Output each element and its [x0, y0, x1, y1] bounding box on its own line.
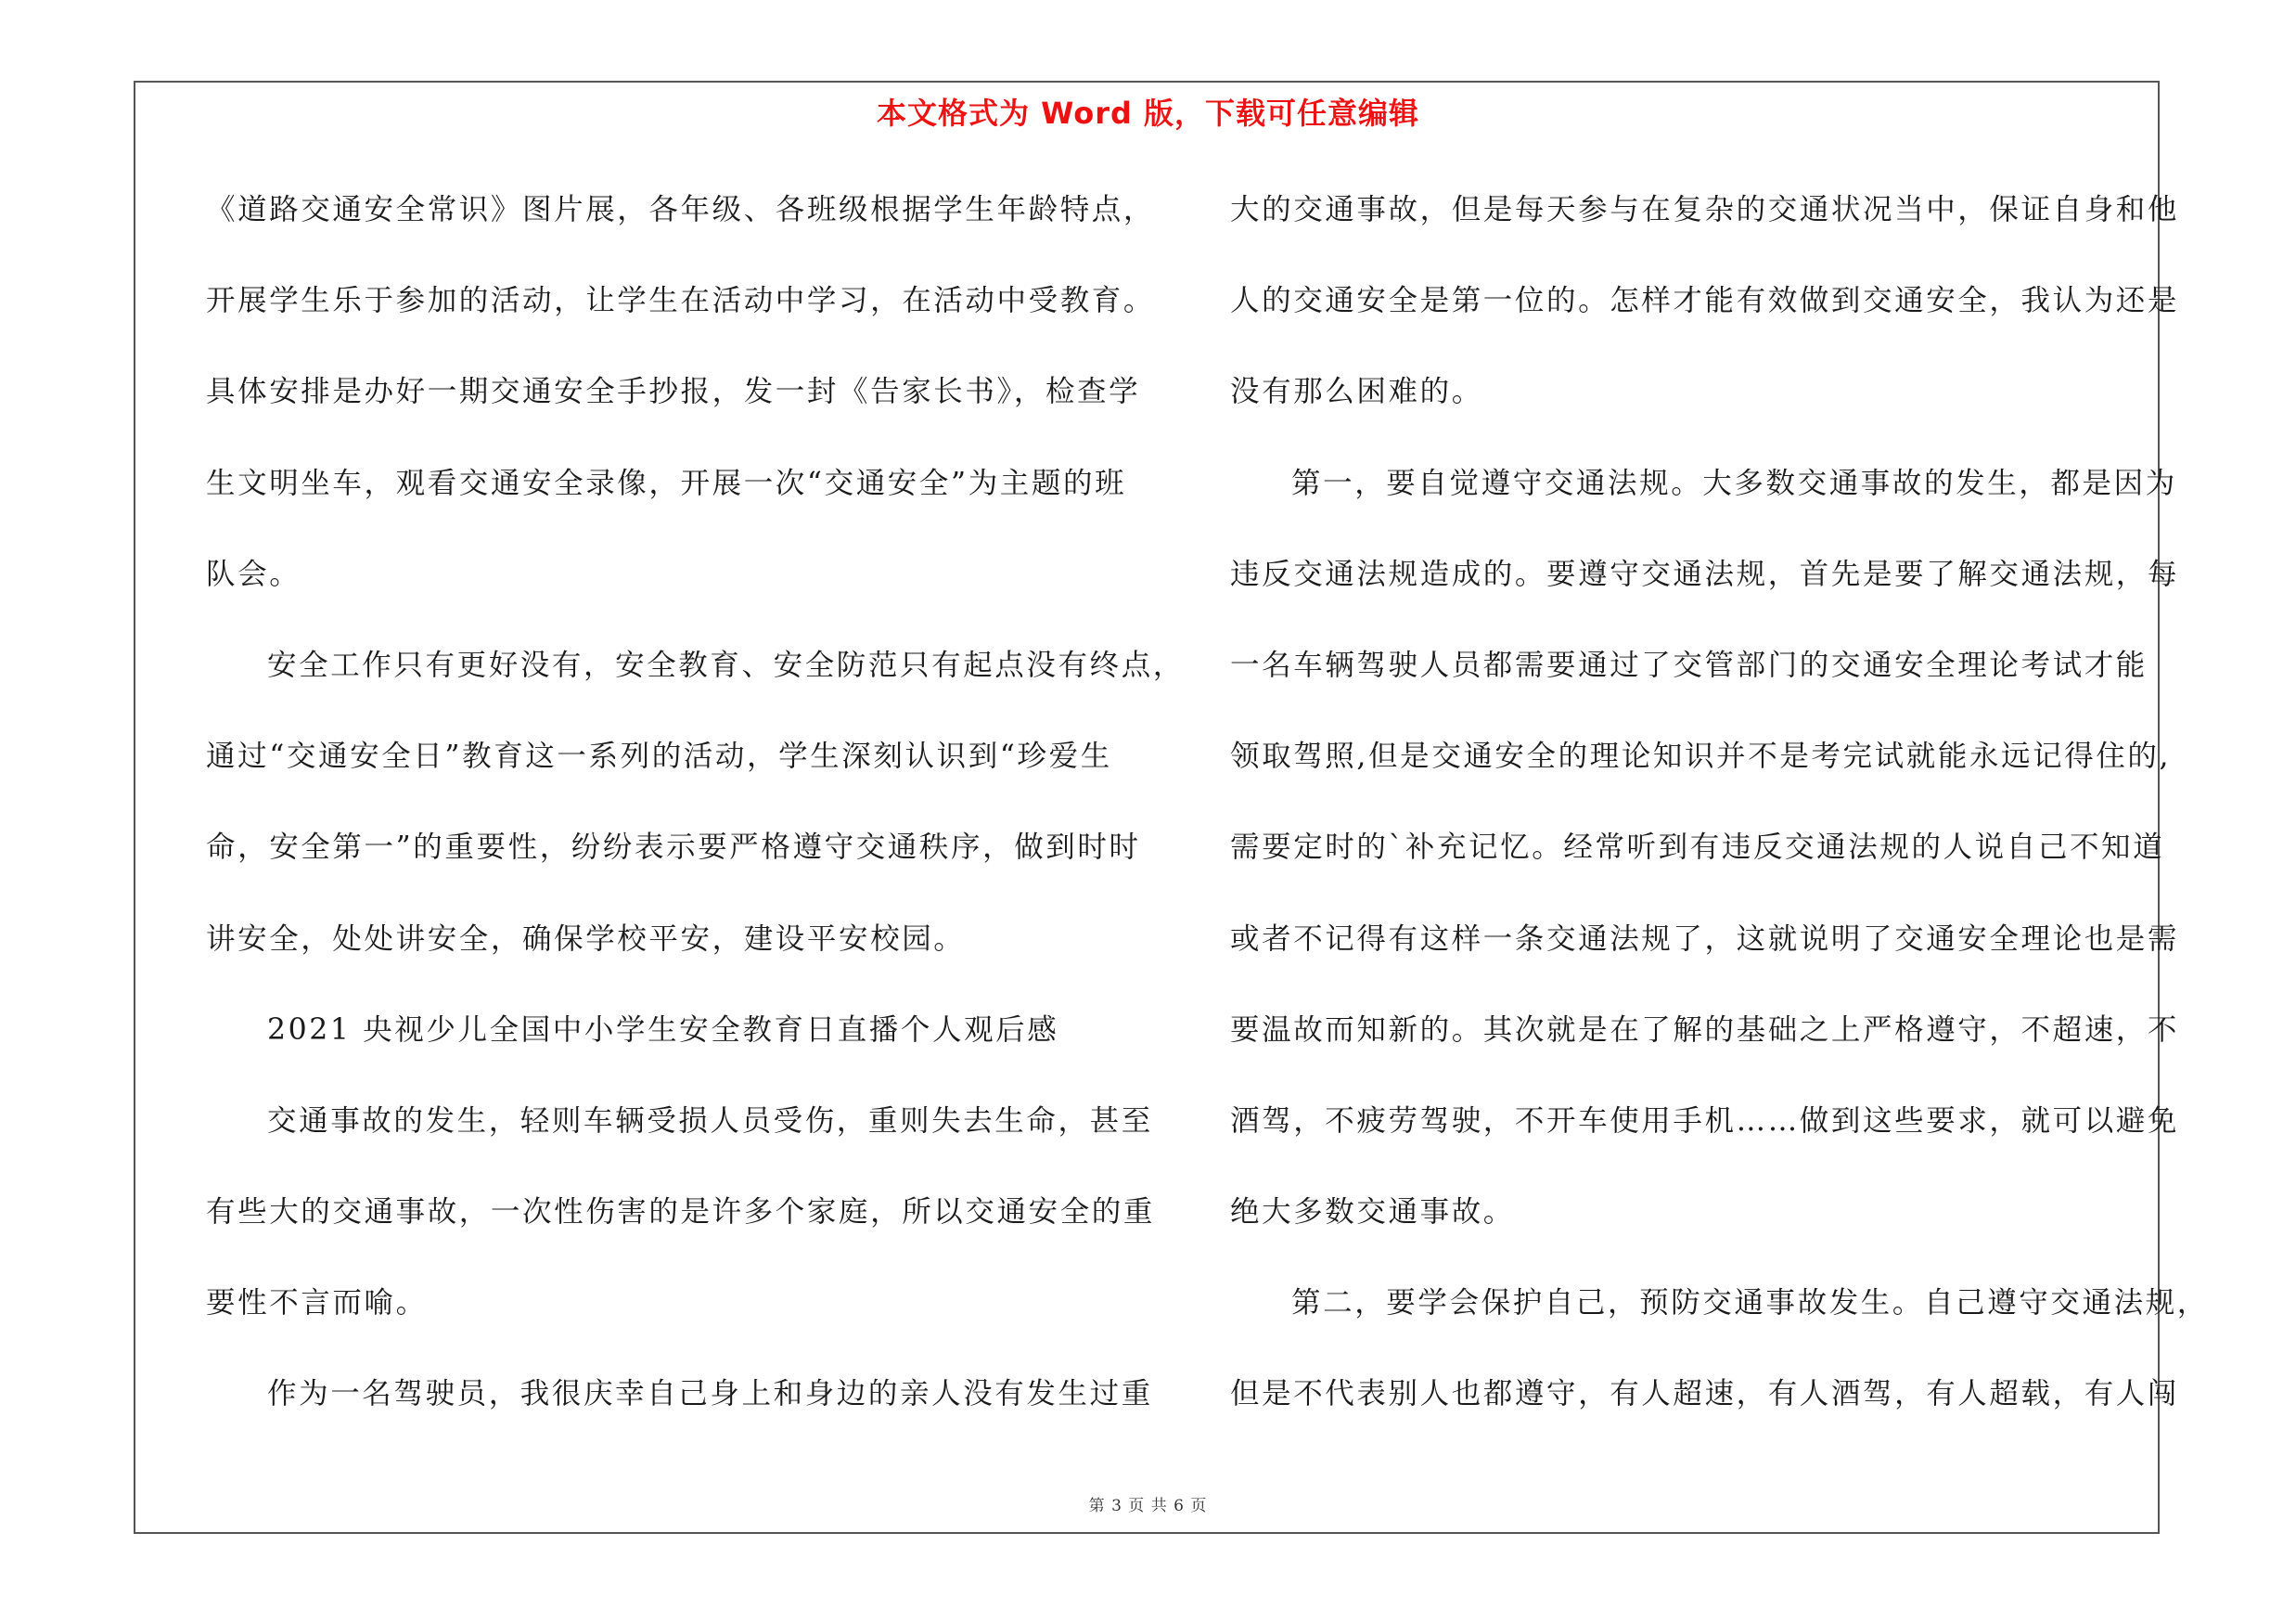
text-line: 安全工作只有更好没有，安全教育、安全防范只有起点没有终点， [267, 648, 1185, 682]
format-banner: 本文格式为 Word 版，下载可任意编辑 [876, 96, 1420, 131]
text-line: 人的交通安全是第一位的。怎样才能有效做到交通安全，我认为还是 [1230, 284, 2180, 318]
text-line: 队会。 [206, 557, 301, 591]
text-line: 具体安排是办好一期交通安全手抄报，发一封《告家长书》，检查学 [206, 375, 1141, 409]
text-line: 有些大的交通事故，一次性伤害的是许多个家庭，所以交通安全的重 [206, 1195, 1156, 1230]
text-line: 违反交通法规造成的。要遵守交通法规，首先是要了解交通法规，每 [1230, 557, 2180, 591]
page-footer: 第 3 页 共 6 页 [1088, 1497, 1208, 1515]
text-line: 一名车辆驾驶人员都需要通过了交管部门的交通安全理论考试才能 [1230, 648, 2148, 682]
text-line: 没有那么困难的。 [1230, 375, 1483, 409]
text-line: 领取驾照,但是交通安全的理论知识并不是考完试就能永远记得住的, [1230, 740, 2172, 774]
text-line: 绝大多数交通事故。 [1230, 1195, 1515, 1230]
text-line: 作为一名驾驶员，我很庆幸自己身上和身边的亲人没有发生过重 [267, 1377, 1153, 1411]
text-line: 第二，要学会保护自己，预防交通事故发生。自己遵守交通法规， [1291, 1286, 2209, 1320]
text-line: 但是不代表别人也都遵守，有人超速，有人酒驾，有人超载，有人闯 [1230, 1377, 2180, 1411]
text-line: 交通事故的发生，轻则车辆受损人员受伤，重则失去生命，甚至 [267, 1103, 1153, 1138]
text-line: 第一，要自觉遵守交通法规。大多数交通事故的发生，都是因为 [1291, 466, 2177, 500]
text-line: 生文明坐车，观看交通安全录像，开展一次“交通安全”为主题的班 [206, 466, 1127, 500]
text-line: 大的交通事故，但是每天参与在复杂的交通状况当中，保证自身和他 [1230, 193, 2180, 226]
text-line: 要温故而知新的。其次就是在了解的基础之上严格遵守，不超速，不 [1230, 1012, 2180, 1047]
text-line: 2021 央视少儿全国中小学生安全教育日直播个人观后感 [267, 1012, 1059, 1047]
text-line: 酒驾，不疲劳驾驶，不开车使用手机……做到这些要求，就可以避免 [1230, 1103, 2180, 1138]
text-line: 《道路交通安全常识》图片展，各年级、各班级根据学生年龄特点， [206, 193, 1156, 226]
text-line: 需要定时的`补充记忆。经常听到有违反交通法规的人说自己不知道 [1230, 831, 2165, 865]
text-line: 通过“交通安全日”教育这一系列的活动，学生深刻认识到“珍爱生 [206, 740, 1112, 774]
right-text-column [1230, 182, 2209, 1458]
text-line: 讲安全，处处讲安全，确保学校平安，建设平安校园。 [206, 921, 966, 956]
text-line: 命，安全第一”的重要性，纷纷表示要严格遵守交通秩序，做到时时 [206, 831, 1141, 865]
text-line: 开展学生乐于参加的活动，让学生在活动中学习，在活动中受教育。 [206, 284, 1156, 318]
text-line: 或者不记得有这样一条交通法规了，这就说明了交通安全理论也是需 [1230, 921, 2180, 956]
text-line: 要性不言而喻。 [206, 1286, 428, 1320]
left-text-column [206, 182, 1185, 1458]
